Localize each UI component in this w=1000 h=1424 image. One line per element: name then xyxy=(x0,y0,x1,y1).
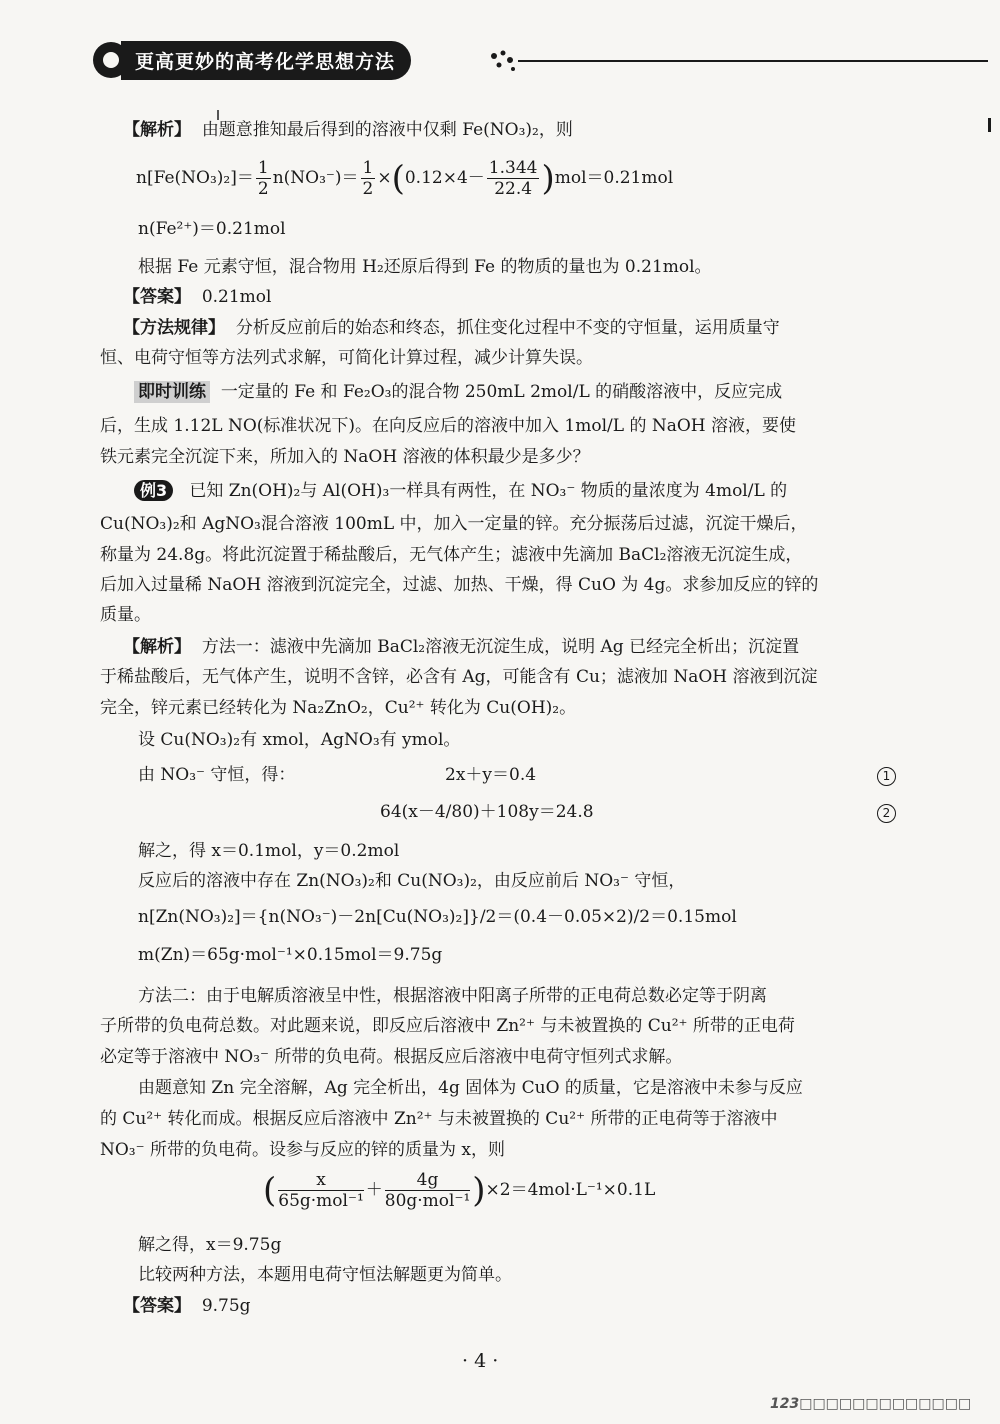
analysis-line-1: 【解析】 由题意推知最后得到的溶液中仅剩 Fe(NO₃)₂，则 xyxy=(123,120,573,140)
page-number: · 4 · xyxy=(462,1350,499,1372)
solution-nitrate: 反应后的溶液中存在 Zn(NO₃)₂和 Cu(NO₃)₂，由反应前后 NO₃⁻ 守恒， xyxy=(138,871,686,891)
equation-charge: ( $\frac{x}{\text{65g·mol⁻¹}}$ ＋ $\frac{4g}{\text{80g·mol⁻¹}}$ )×2＝4mol·L⁻¹×0.1L xyxy=(263,1170,656,1211)
equation-2: 64(x－4/80)＋108y＝24.8 xyxy=(380,802,594,822)
method-rule-line-2: 恒、电荷守恒等方法列式求解，可简化计算过程，减少计算失误。 xyxy=(100,348,593,368)
comparison: 比较两种方法，本题用电荷守恒法解题更为简单。 xyxy=(138,1265,512,1285)
example-badge: 例3 xyxy=(134,480,173,501)
equation-1: 2x＋y＝0.4 xyxy=(445,765,537,785)
practice-line-3: 铁元素完全沉淀下来，所加入的 NaOH 溶液的体积最少是多少？ xyxy=(100,447,590,467)
method-2-line-5: 的 Cu²⁺ 转化而成。根据反应后溶液中 Zn²⁺ 与未被置换的 Cu²⁺ 所带的正电荷等于溶液中 xyxy=(100,1109,778,1129)
header-dots-icon xyxy=(488,48,518,74)
analysis-2-line-3: 完全，锌元素已经转化为 Na₂ZnO₂，Cu²⁺ 转化为 Cu(OH)₂。 xyxy=(100,698,577,718)
solution-zn-nitrate: n[Zn(NO₃)₂]＝{n(NO₃⁻)－2n[Cu(NO₃)₂]}/2＝(0.4－0.05×2)/2＝0.15mol xyxy=(138,907,737,927)
line-fe-ion: n(Fe²⁺)＝0.21mol xyxy=(138,219,286,239)
equation-2-number: 2 xyxy=(877,801,896,823)
example-3-line-3: 称量为 24.8g。将此沉淀置于稀盐酸后，无气体产生；滤液中先滴加 BaCl₂溶液无沉淀生成， xyxy=(100,545,803,565)
analysis-2-line-4: 设 Cu(NO₃)₂有 xmol，AgNO₃有 ymol。 xyxy=(138,730,461,750)
equation-1-number: 1 xyxy=(877,764,896,786)
watermark-footer: 123□□□□□□□□□□□□□ xyxy=(770,1396,972,1412)
example-3-line-2: Cu(NO₃)₂和 AgNO₃混合溶液 100mL 中，加入一定量的锌。充分振荡后过滤，沉淀干燥后， xyxy=(100,514,808,534)
method-rule-line-1: 【方法规律】 分析反应前后的始态和终态，抓住变化过程中不变的守恒量，运用质量守 xyxy=(123,318,780,338)
page-header xyxy=(93,38,993,88)
header-title: 更高更妙的高考化学思想方法 xyxy=(121,41,411,80)
practice-line-2: 后，生成 1.12L NO(标准状况下)。在向反应后的溶液中加入 1mol/L 的 NaOH 溶液，要使 xyxy=(100,416,797,436)
equation-1-label: 由 NO₃⁻ 守恒，得： xyxy=(138,765,296,785)
method-2-line-6: NO₃⁻ 所带的负电荷。设参与反应的锌的质量为 x，则 xyxy=(100,1140,505,1160)
equation-fe-nitrate: n[Fe(NO₃)₂]＝ $\frac{1}{2}$ n(NO₃⁻)＝ $\frac{1}{2}$ ×(0.12×4－ $\frac{1.344}{22.4}$ )mol＝0.21mol xyxy=(136,158,674,199)
analysis-2-line-1: 【解析】 方法一：滤液中先滴加 BaCl₂溶液无沉淀生成，说明 Ag 已经完全析出；沉淀置 xyxy=(123,637,800,657)
practice-tag: 即时训练 xyxy=(134,381,210,403)
method-2-line-3: 必定等于溶液中 NO₃⁻ 所带的负电荷。根据反应后溶液中电荷守恒列式求解。 xyxy=(100,1047,683,1067)
line-fe-conservation: 根据 Fe 元素守恒，混合物用 H₂还原后得到 Fe 的物质的量也为 0.21mol。 xyxy=(138,257,712,277)
method-2-line-1: 方法二：由于电解质溶液呈中性，根据溶液中阳离子所带的正电荷总数必定等于阴离 xyxy=(138,986,767,1006)
answer-2: 【答案】 9.75g xyxy=(123,1296,251,1316)
practice-line-1: 即时训练 一定量的 Fe 和 Fe₂O₃的混合物 250mL 2mol/L 的硝酸溶液中，反应完成 xyxy=(134,381,782,403)
answer-1: 【答案】 0.21mol xyxy=(123,287,272,307)
solution-x: 解之得，x＝9.75g xyxy=(138,1235,282,1255)
solution-zn-mass: m(Zn)＝65g·mol⁻¹×0.15mol＝9.75g xyxy=(138,945,443,965)
margin-mark xyxy=(988,118,991,132)
analysis-2-line-2: 于稀盐酸后，无气体产生，说明不含锌，必含有 Ag，可能含有 Cu；滤液加 NaOH 溶液到沉淀 xyxy=(100,667,818,687)
solution-xy: 解之，得 x＝0.1mol，y＝0.2mol xyxy=(138,841,400,861)
header-rule xyxy=(518,60,988,62)
example-3-line-5: 质量。 xyxy=(100,605,151,625)
example-3-line-1: 例3 已知 Zn(OH)₂与 Al(OH)₃一样具有两性，在 NO₃⁻ 物质的量浓度为 4mol/L 的 xyxy=(134,480,787,502)
method-2-line-2: 子所带的负电荷总数。对此题来说，即反应后溶液中 Zn²⁺ 与未被置换的 Cu²⁺ 所带的正电荷 xyxy=(100,1016,795,1036)
example-3-line-4: 后加入过量稀 NaOH 溶液到沉淀完全，过滤、加热、干燥，得 CuO 为 4g。求参加反应的锌的 xyxy=(100,575,819,595)
method-2-line-4: 由题意知 Zn 完全溶解，Ag 完全析出，4g 固体为 CuO 的质量，它是溶液中未参与反应 xyxy=(138,1078,803,1098)
